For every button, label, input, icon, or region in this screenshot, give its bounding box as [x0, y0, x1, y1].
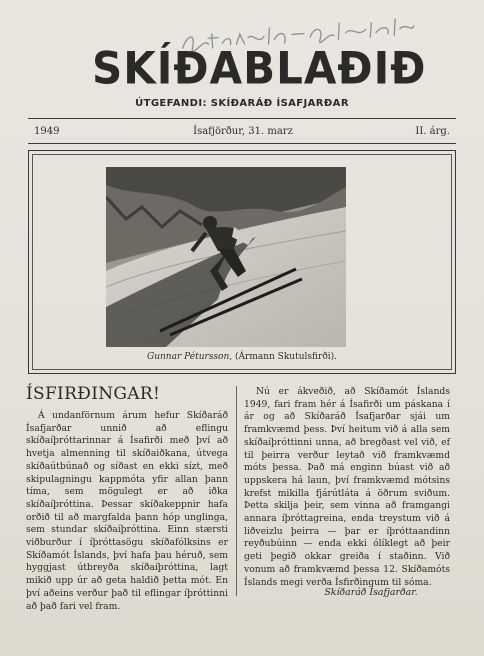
- header-rule-bottom: [28, 143, 456, 144]
- skier-photo: [106, 167, 346, 347]
- skier-photo-icon: [106, 167, 346, 347]
- publisher-line: ÚTGEFANDI: SKÍÐARÁÐ ÍSAFJARÐAR: [135, 98, 349, 109]
- article-paragraph: Nú er ákveðið, að Skíðamót Íslands 1949, fari fram hér á Ísafirði um páskana í ár og að Skíðaráð Ísafjarðar sjái um framkvæmd þess. Því heitum við á alla sem skíðaíþróttinni unna, að bregðast vel við, ef til þeirra verður leytað við framkvæmd móts þessa. Það má enginn búast við að uppskera há laun, því framkvæmd mótsins krefst mikilla fjárútláta á öðrum sviðum. Þetta skilja þeir, sem vinna að framgangi annara íþróttagreina, enda treystum við á liðveizlu þeirra — þar er íþróttaandinn reyðubúinn — enda ekki ólíklegt að þeir geti þegið okkar greiða í staðinn. Við vonum að framkvæmd þessa 12. Skíðamóts Íslands megi verða Ísfirðingum til sóma.: [244, 386, 450, 588]
- caption-club: (Ármann Skutulsfirði).: [235, 352, 337, 362]
- photo-caption: [94, 352, 390, 366]
- article-column-right: [244, 386, 450, 586]
- article-column-left: [26, 410, 228, 612]
- header-rule-top: [28, 118, 456, 119]
- article-signature: Skíðaráð Ísafjarðar.: [324, 587, 418, 598]
- column-divider: [236, 386, 237, 596]
- issue-volume: II. árg.: [415, 126, 450, 137]
- article-paragraph: Á undanförnum árum hefur Skíðaráð Ísafjarðar unnið að eflingu skíðaíþróttarinnar á Ísafirði með því að hvetja almenning til skíðaiðkana, útvega skíðaútbúnað og síðast en ekki sízt, með skipulagningu kappmóta yfir allan þann tíma, sem mögulegt er að iðka skíðaíþróttina. Þessar skíðakeppnir hafa orðið til að margfalda þann hóp unglinga, sem stundar skíðaíþróttina. Einn stærsti viðburður í íþróttasögu skíðafólksins er Skíðamót Íslands, því hafa þau héruð, sem hyggjast útbreyða skíðaíþróttina, lagt mikið upp úr að geta haldið þetta mót. En því aðeins verður það til eflingar íþróttinni að það fari vel fram.: [26, 410, 228, 612]
- issue-year: 1949: [34, 126, 60, 137]
- article-headline: ÍSFIRÐINGAR!: [26, 384, 161, 404]
- masthead-title: SKÍÐABLAÐIÐ: [92, 42, 427, 95]
- issue-place-date: Ísafjörður, 31. marz: [193, 126, 293, 137]
- caption-name: Gunnar Pétursson,: [147, 352, 233, 362]
- bleed-through-text: [21, 29, 93, 91]
